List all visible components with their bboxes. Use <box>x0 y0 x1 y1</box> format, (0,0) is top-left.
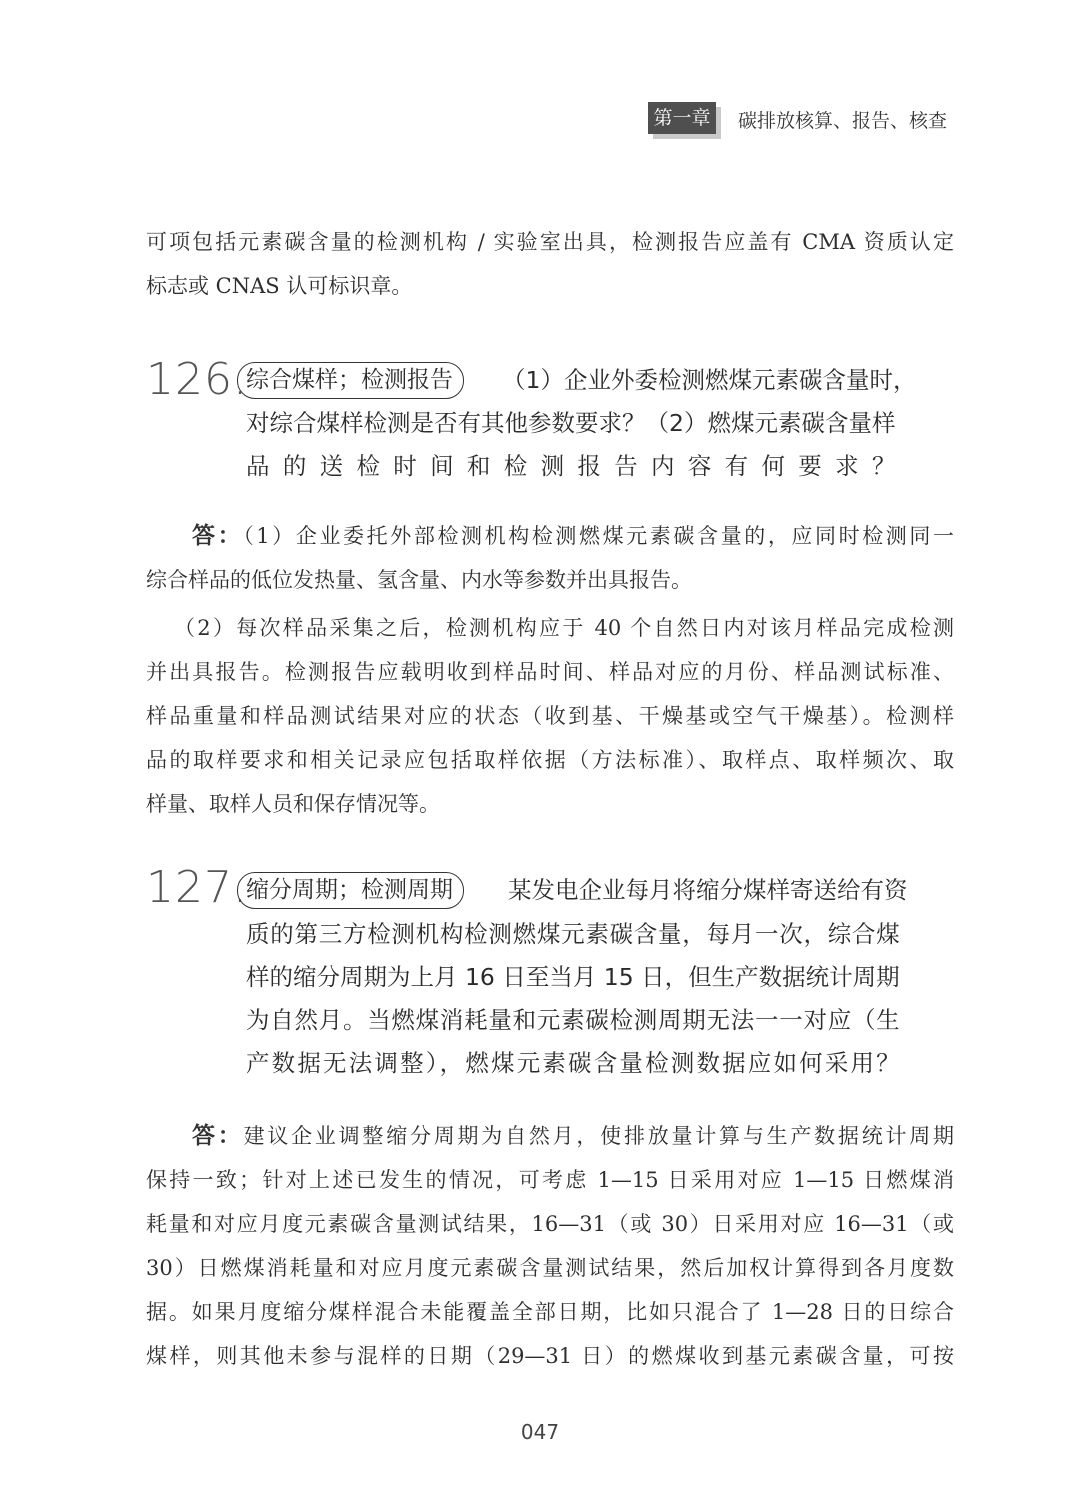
intro-line: 可项包括元素碳含量的检测机构 / 实验室出具，检测报告应盖有 CMA 资质认定 <box>146 230 954 254</box>
answer-line: 据。如果月度缩分煤样混合未能覆盖全部日期，比如只混合了 1—28 日的日综合 <box>146 1300 954 1324</box>
answer-paragraph <box>146 1114 954 1378</box>
answer-paragraph <box>146 514 954 602</box>
question-line: 为自然月。当燃煤消耗量和元素碳检测周期无法一一对应（生 <box>246 1006 900 1034</box>
answer-paragraph <box>146 606 954 826</box>
answer-line: 综合样品的低位发热量、氢含量、内水等参数并出具报告。 <box>146 568 692 592</box>
question-line: 质的第三方检测机构检测燃煤元素碳含量，每月一次，综合煤 <box>246 920 900 948</box>
answer-line: 样品重量和样品测试结果对应的状态（收到基、干燥基或空气干燥基）。检测样 <box>146 704 954 728</box>
question-number: 126. <box>146 354 248 405</box>
answer-label: 答： <box>192 523 244 549</box>
question-line: （1）企业外委检测燃煤元素碳含量时， <box>502 366 917 394</box>
answer-line: 煤样，则其他未参与混样的日期（29—31 日）的燃煤收到基元素碳含量，可按 <box>146 1344 954 1368</box>
question-text-first-line <box>502 359 916 402</box>
answer-line: 保持一致；针对上述已发生的情况，可考虑 1—15 日采用对应 1—15 日燃煤消 <box>146 1168 954 1192</box>
question-tag: 缩分周期；检测周期 <box>237 872 464 909</box>
answer-line: 耗量和对应月度元素碳含量测试结果，16—31（或 30）日采用对应 16—31（或 <box>146 1212 954 1236</box>
question-line: 某发电企业每月将缩分煤样寄送给有资 <box>508 876 908 904</box>
question-line: 产数据无法调整），燃煤元素碳含量检测数据应如何采用？ <box>246 1049 900 1077</box>
answer-line: 30）日燃煤消耗量和对应月度元素碳含量测试结果，然后加权计算得到各月度数 <box>146 1256 954 1280</box>
question-number: 127. <box>146 862 248 913</box>
answer-line: 并出具报告。检测报告应载明收到样品时间、样品对应的月份、样品测试标准、 <box>146 660 954 684</box>
answer-line <box>146 514 954 558</box>
answer-line: 样量、取样人员和保存情况等。 <box>146 792 440 816</box>
answer-line: （2）每次样品采集之后，检测机构应于 40 个自然日内对该月样品完成检测 <box>174 616 954 640</box>
question-line: 样的缩分周期为上月 16 日至当月 15 日，但生产数据统计周期 <box>246 963 900 991</box>
question-line: 对综合煤样检测是否有其他参数要求？（2）燃煤元素碳含量样 <box>246 409 896 437</box>
question-line: 品的送检时间和检测报告内容有何要求？ <box>246 452 896 480</box>
intro-line: 标志或 CNAS 认可标识章。 <box>146 274 413 298</box>
chapter-label: 第一章 <box>648 102 716 134</box>
chapter-title: 碳排放核算、报告、核查 <box>738 110 948 132</box>
intro-paragraph <box>146 220 954 308</box>
question-tag: 综合煤样；检测报告 <box>237 362 464 399</box>
answer-label: 答： <box>192 1123 244 1149</box>
question-text <box>246 913 900 1085</box>
question-text-first-line <box>508 869 908 912</box>
answer-line: 品的取样要求和相关记录应包括取样依据（方法标准）、取样点、取样频次、取 <box>146 748 954 772</box>
question-text <box>246 402 895 488</box>
page-number: 047 <box>520 1420 560 1444</box>
answer-line <box>146 1114 954 1158</box>
answer-text: （1）企业委托外部检测机构检测燃煤元素碳含量的，应同时检测同一 <box>243 524 955 548</box>
answer-text: 建议企业调整缩分周期为自然月，使排放量计算与生产数据统计周期 <box>243 1124 955 1148</box>
